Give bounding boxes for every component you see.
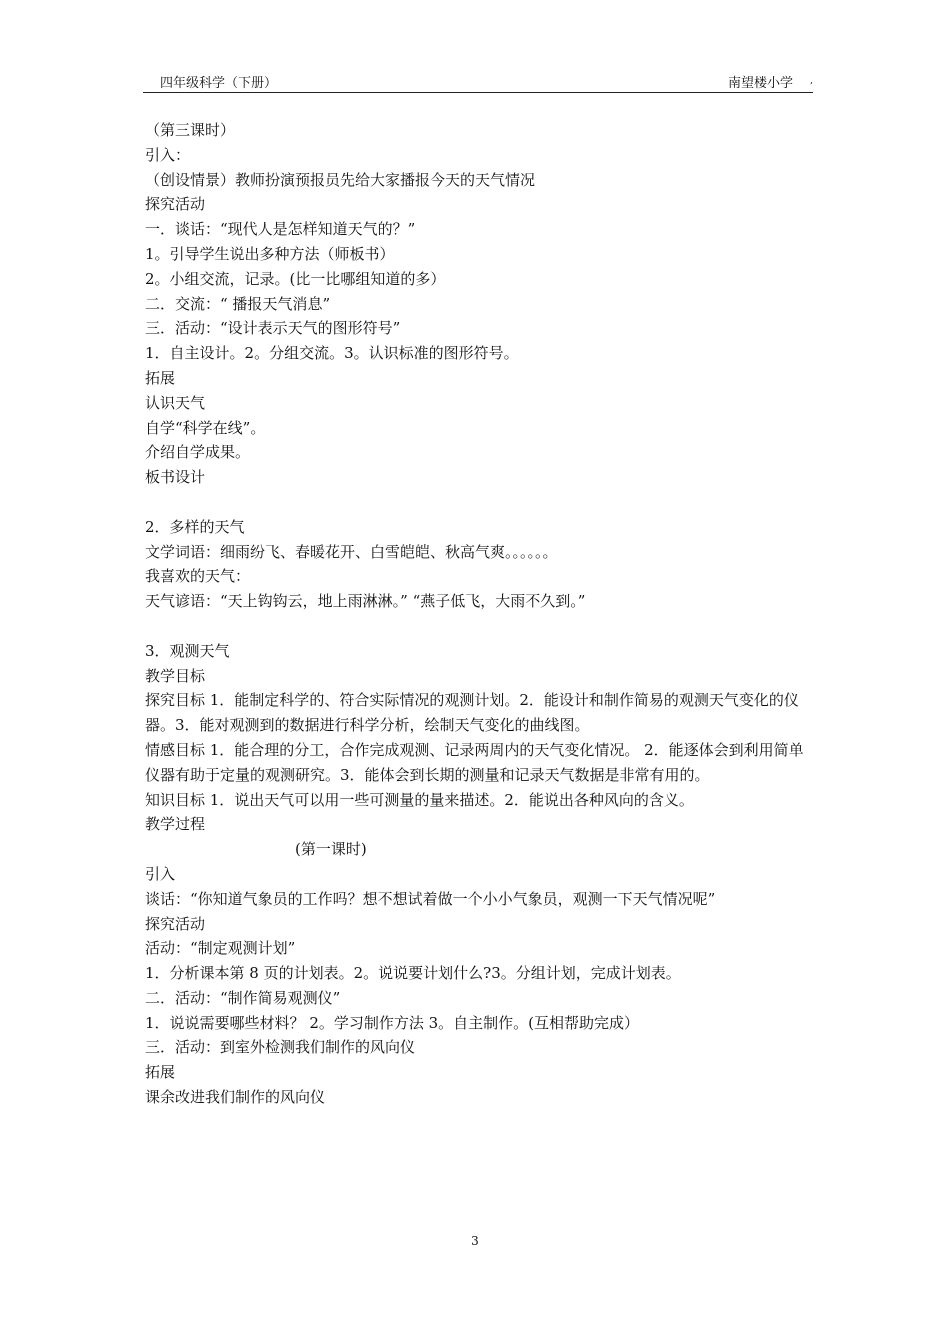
text-line: 三．活动：到室外检测我们制作的风向仪 xyxy=(145,1038,416,1057)
text-line: 天气谚语：“天上钩钩云，地上雨淋淋。” “燕子低飞，大雨不久到。” xyxy=(145,592,586,611)
text-line: 自学“科学在线”。 xyxy=(145,418,266,437)
knowledge-goals-line: 知识目标 1．说出天气可以用一些可测量的量来描述。2．能说出各种风向的含义。 xyxy=(145,790,694,809)
header-mark: , xyxy=(810,76,813,86)
section-intro: 引入： xyxy=(145,145,191,164)
section-intro: 引入 xyxy=(145,864,176,883)
document-body xyxy=(145,118,813,1110)
header-course-title: 四年级科学（下册） xyxy=(160,76,278,91)
lesson-period-3: （第三课时） xyxy=(145,121,236,139)
section-extend: 拓展 xyxy=(145,368,176,387)
text-line: 介绍自学成果。 xyxy=(145,443,251,462)
text-line: 课余改进我们制作的风向仪 xyxy=(145,1088,326,1107)
text-line: 1．分析课本第 8 页的计划表。2。说说要计划什么?3。分组计划，完成计划表。 xyxy=(145,964,681,983)
blank-line xyxy=(145,614,813,639)
section-explore: 探究活动 xyxy=(145,195,206,214)
text-line: 1．自主设计。2。分组交流。3。认识标准的图形符号。 xyxy=(145,344,519,363)
header-school-name: 南望楼小学 xyxy=(727,76,793,91)
text-line: 活动：“制定观测计划” xyxy=(145,939,296,958)
text-line: 谈话：“你知道气象员的工作吗？想不想试着做一个小小气象员，观测一下天气情况呢” xyxy=(145,889,716,908)
text-line: 2。小组交流，记录。(比一比哪组知道的多） xyxy=(145,269,446,288)
section-explore: 探究活动 xyxy=(145,914,206,933)
text-line: 1．说说需要哪些材料？ 2。学习制作方法 3。自主制作。(互相帮助完成） xyxy=(145,1013,640,1032)
section-board-design: 板书设计 xyxy=(145,468,206,487)
text-line: 一．谈话：“现代人是怎样知道天气的？” xyxy=(145,220,416,239)
text-line: 文学词语：细雨纷飞、春暖花开、白雪皑皑、秋高气爽。。。。。。 xyxy=(145,542,558,561)
page-header xyxy=(143,70,813,93)
lesson-title-2: 2．多样的天气 xyxy=(145,517,245,536)
text-line: 三．活动：“设计表示天气的图形符号” xyxy=(145,319,401,338)
page-number: 3 xyxy=(471,1234,479,1248)
text-line: 认识天气 xyxy=(145,393,206,412)
section-extend: 拓展 xyxy=(145,1063,176,1082)
text-line: 二．交流：“ 播报天气消息” xyxy=(145,294,331,313)
blank-line xyxy=(145,490,813,515)
emotion-goals-paragraph: 情感目标 1．能合理的分工，合作完成观测、记录两周内的天气变化情况。 2．能逐体会到利用简单仪器有助于定量的观测研究。3．能体会到长期的测量和记录天气数据是非常有用的。 xyxy=(145,740,804,784)
section-teaching-process: 教学过程 xyxy=(145,815,206,834)
lesson-title-3: 3．观测天气 xyxy=(145,641,230,660)
section-teaching-goals: 教学目标 xyxy=(145,666,206,685)
lesson-period-1: (第一课时) xyxy=(295,840,367,859)
text-line: 1。引导学生说出多种方法（师板书） xyxy=(145,244,395,263)
explore-goals-paragraph: 探究目标 1．能制定科学的、符合实际情况的观测计划。2．能设计和制作简易的观测天气变化的仪器。3．能对观测到的数据进行科学分析，绘制天气变化的曲线图。 xyxy=(145,691,799,735)
text-line: 我喜欢的天气： xyxy=(145,567,251,586)
text-line: 二．活动：“制作简易观测仪” xyxy=(145,988,341,1007)
text-line: （创设情景）教师扮演预报员先给大家播报今天的天气情况 xyxy=(145,170,536,189)
